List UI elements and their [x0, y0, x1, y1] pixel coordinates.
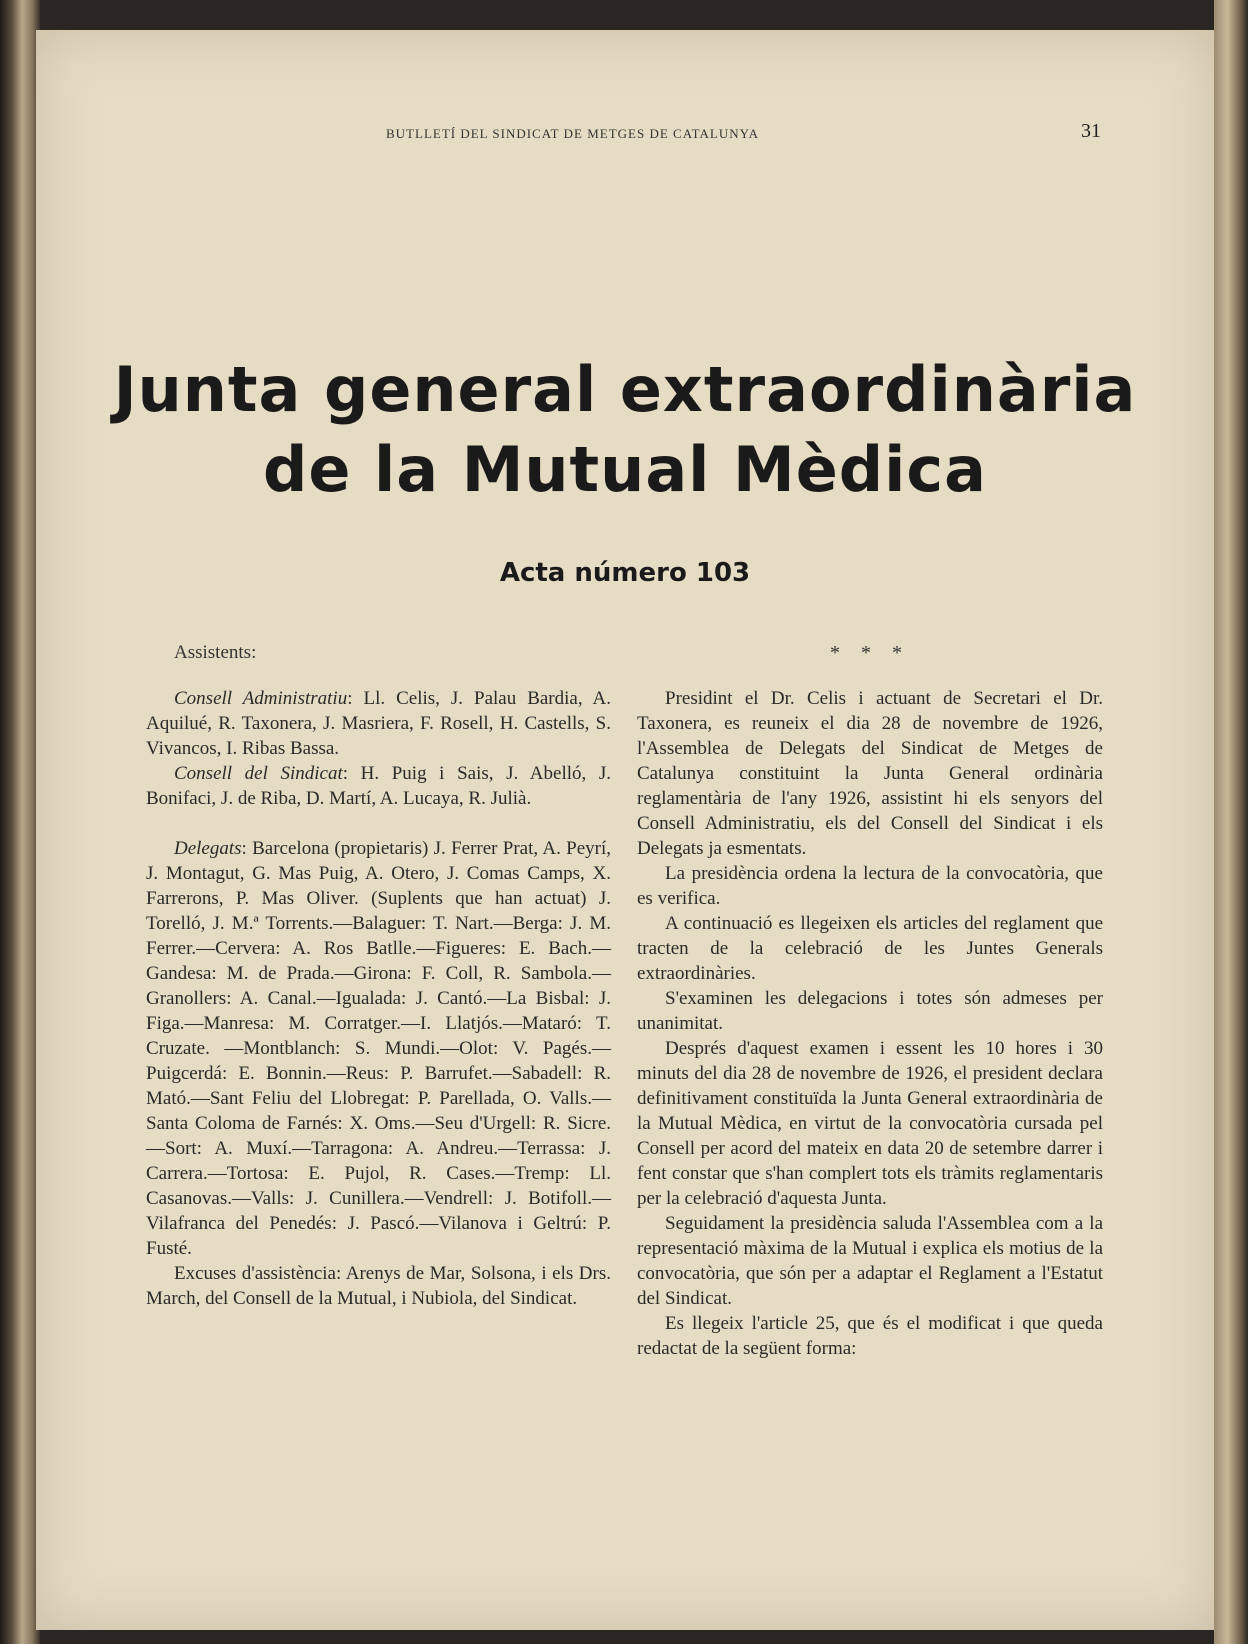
right-column — [637, 686, 1103, 1361]
left-column — [146, 686, 611, 1311]
paragraph-1: Presidint el Dr. Celis i actuant de Secretari el Dr. Taxonera, es reuneix el dia 28 de novembre de 1926, l'Assemblea de Delegats del Sindicat de Metges de Catalunya constituint la Junta General ordinària reglamentària de l'any 1926, assistint hi els senyors del Consell Administratiu, els del Consell del Sindicat i els Delegats ja esmentats. — [637, 688, 1103, 859]
book-binding-left — [0, 0, 40, 1644]
consell-administratiu-paragraph — [146, 686, 611, 761]
page-number: 31 — [1081, 120, 1101, 142]
delegats-paragraph — [146, 836, 611, 1261]
paragraph-4: S'examinen les delegacions i totes són admeses per unanimitat. — [637, 988, 1103, 1034]
consell-administratiu-label: Consell Administratiu — [174, 688, 348, 709]
paragraph-6: Seguidament la presidència saluda l'Assemblea com a la representació màxima de la Mutual i explica els motius de la convocatòria, que són per a adaptar el Reglament a l'Estatut del Sindicat. — [637, 1213, 1103, 1309]
book-binding-right — [1214, 0, 1248, 1644]
consell-sindicat-text: : H. Puig i Sais, J. Abelló, J. Bonifaci, J. de Riba, D. Martí, A. Lucaya, R. Julià. — [146, 763, 612, 809]
consell-administratiu-text: : Ll. Celis, J. Palau Bardia, A. Aquilué, R. Taxonera, J. Masriera, F. Rosell, H. Castells, S. Vivancos, I. Ribas Bassa. — [146, 688, 611, 759]
excuses-paragraph: Excuses d'assistència: Arenys de Mar, Solsona, i els Drs. March, del Consell de la Mutual, i Nubiola, del Sindicat. — [146, 1263, 611, 1309]
paragraph-2: La presidència ordena la lectura de la convocatòria, que es verifica. — [637, 863, 1103, 909]
running-title: BUTLLETÍ DEL SINDICAT DE METGES DE CATALUNYA — [386, 126, 759, 141]
paragraph-5: Després d'aquest examen i essent les 10 hores i 30 minuts del dia 28 de novembre de 1926, el president declara definitivament constituïda la Junta General extraordinària de la Mutual Mèdica, en virtut de la convocatòria cursada pel Consell per acord del mateix en data 20 de setembre darrer i fent constar que s'han complert tots els tràmits reglamentaris per la celebració d'aquesta Junta. — [637, 1038, 1103, 1209]
consell-sindicat-label: Consell del Sindicat — [174, 763, 343, 784]
article-subtitle: Acta número 103 — [499, 558, 751, 588]
page-header — [36, 98, 1214, 142]
delegats-label: Delegats — [174, 838, 242, 859]
article-title-line-1: Junta general extraordinària — [113, 353, 1137, 426]
document-page — [36, 30, 1214, 1630]
paragraph-3: A continuació es llegeixen els articles del reglament que tracten de la celebració de les Juntes Generals extraordinàries. — [637, 913, 1103, 984]
paragraph-7: Es llegeix l'article 25, que és el modificat i que queda redactat de la següent forma: — [637, 1313, 1103, 1359]
section-separator-stars: * * * — [830, 642, 910, 664]
consell-sindicat-paragraph — [146, 761, 611, 811]
assistents-label: Assistents: — [174, 642, 257, 663]
article-title-line-2: de la Mutual Mèdica — [263, 433, 987, 506]
article-title — [36, 350, 1214, 510]
delegats-text: : Barcelona (propietaris) J. Ferrer Prat, A. Peyrí, J. Montagut, G. Mas Puig, A. Otero, J. Comas Camps, X. Farrerons, P. Mas Oliver. (Suplents que han actuat) J. Torelló, J. M.ª Torrents.—Balaguer: T. Nart.—Berga: J. M. Ferrer.—Cervera: A. Ros Batlle.—Figueres: E. Bach.—Gandesa: M. de Prada.—Girona: F. Coll, R. Sambola.—Granollers: A. Canal.—Igualada: J. Cantó.—La Bisbal: J. Figa.—Manresa: M. Corratger.—I. Llatjós.—Mataró: T. Cruzate. —Montblanch: S. Mundi.—Olot: V. Pagés.—Puigcerdá: E. Bonnin.—Reus: P. Barrufet.—Sabadell: R. Mató.—Sant Feliu del Llobregat: P. Parellada, O. Valls.—Santa Coloma de Farnés: X. Oms.—Seu d'Urgell: R. Sicre.—Sort: A. Muxí.—Tarragona: A. Andreu.—Terrassa: J. Carrera.—Tortosa: E. Pujol, R. Cases.—Tremp: Ll. Casanovas.—Valls: J. Cunillera.—Vendrell: J. Botifoll.—Vilafranca del Penedés: J. Pascó.—Vilanova i Geltrú: P. Fusté. — [146, 838, 611, 1259]
